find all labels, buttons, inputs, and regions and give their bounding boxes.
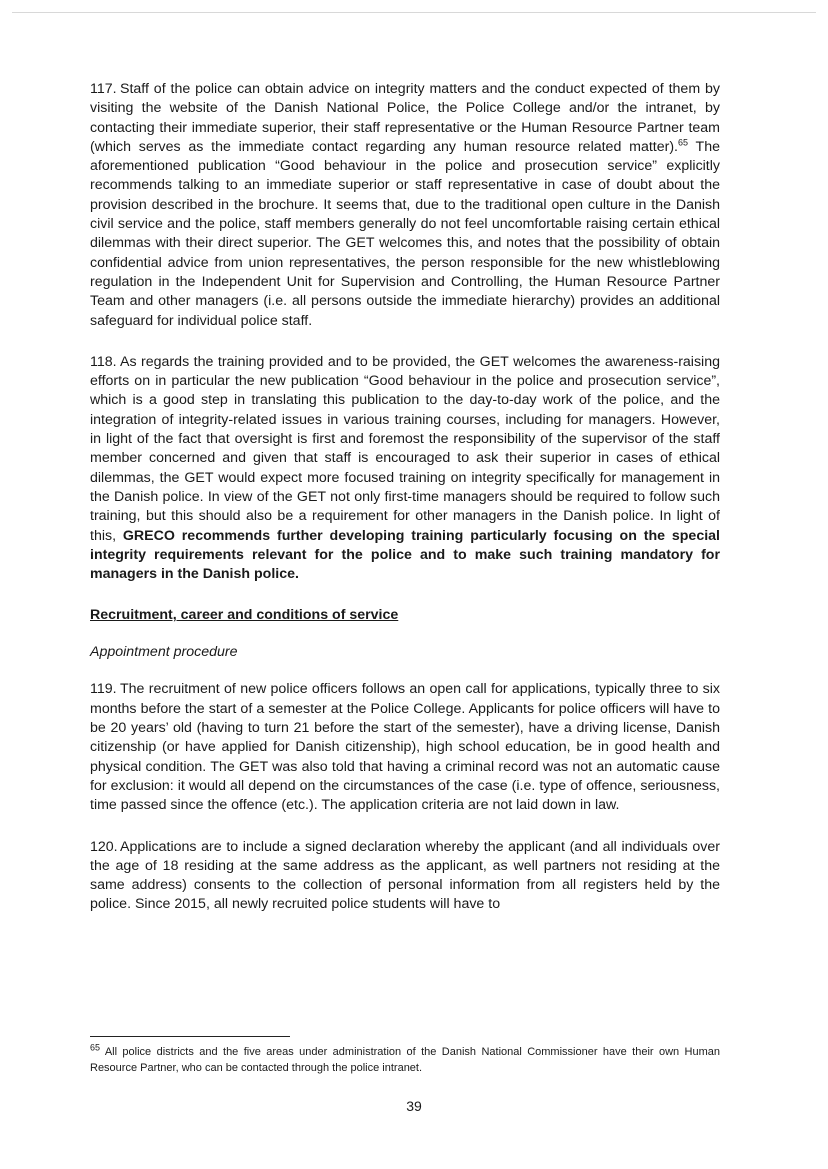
paragraph-text: The recruitment of new police officers follows an open call for applications, typically three to six months before the start of a semester at the Police College. Applicants for police officers will have to be 20 years’ old (having to turn 21 before the start of the semester), have a driving license, Danish citizenship (or have applied for Danish citizenship), high school education, be in good health and physical condition. The GET was also told that having a criminal record was not an automatic cause for exclusion: it would all depend on the circumstances of the case (i.e. type of offence, seriousness, time passed since the offence (etc.). The application criteria are not laid down in law. xyxy=(90,681,720,814)
paragraph-number: 120. xyxy=(90,838,118,855)
paragraph-text: As regards the training provided and to be provided, the GET welcomes the awareness-raising efforts on in particular the new publication “Good behaviour in the police and prosecution service”, which is a good step in translating this publication to the day-to-day work of the police, and the integration of integrity-related issues in various training courses, including for managers. However, in light of the fact that oversight is first and foremost the responsibility of the supervisor of the staff member concerned and given that staff is encouraged to ask their superior in cases of ethical dilemmas, the GET would expect more focused training on integrity specifically for management in the Danish police. In view of the GET not only first-time managers should be required to follow such training, but this should also be a requirement for other managers in the Danish police. In light of this, xyxy=(90,353,720,544)
section-heading: Recruitment, career and conditions of service xyxy=(90,607,399,624)
paragraph-120 xyxy=(90,838,720,915)
footnote xyxy=(90,1044,720,1076)
top-divider xyxy=(12,12,816,13)
recommendation-text: GRECO recommends further developing training particularly focusing on the special integrity requirements relevant for the police and to make such training mandatory for managers in the Danish police. xyxy=(90,527,720,583)
footnote-text: All police districts and the five areas under administration of the Danish National Commissioner have their own Human Resource Partner, who can be contacted through the police intranet. xyxy=(90,1046,720,1074)
paragraph-text: Staff of the police can obtain advice on integrity matters and the conduct expected of them by visiting the website of the Danish National Police, the Police College and/or the intranet, by contacting their immediate superior, their staff representative or the Human Resource Partner team (which serves as the immediate contact regarding any human resource related matter). xyxy=(90,81,720,155)
paragraph-117 xyxy=(90,80,720,331)
footnote-number: 65 xyxy=(90,1042,101,1053)
subsection-heading: Appointment procedure xyxy=(90,644,238,661)
document-body xyxy=(90,80,720,915)
paragraph-number: 117. xyxy=(90,81,117,97)
footnote-divider xyxy=(90,1036,290,1037)
footnote-ref[interactable]: 65 xyxy=(678,137,689,148)
paragraph-119 xyxy=(90,680,720,815)
paragraph-text-continued: The aforementioned publication “Good behaviour in the police and prosecution service” explicitly recommends talking to an immediate superior or staff representative in case of doubt about the provision described in the brochure. It seems that, due to the traditional open culture in the Danish civil service and the police, staff members generally do not feel uncomfortable raising certain ethical dilemmas with their direct superior. The GET welcomes this, and notes that the possibility of obtain confidential advice from union representatives, the person responsible for the new whistleblowing regulation in the Independent Unit for Supervision and Controlling, the Human Resource Partner Team and other managers (i.e. all persons outside the immediate hierarchy) provides an additional safeguard for individual police staff. xyxy=(90,138,720,329)
paragraph-number: 119. xyxy=(90,681,117,698)
paragraph-118 xyxy=(90,353,720,585)
page-number: 39 xyxy=(406,1098,422,1114)
paragraph-text: Applications are to include a signed declaration whereby the applicant (and all individuals over the age of 18 residing at the same address as the applicant, as well partners not residing at the same address) consents to the collection of personal information from all registers held by the police. Since 2015, all newly recruited police students will have to xyxy=(90,838,720,913)
paragraph-number: 118. xyxy=(90,353,117,370)
